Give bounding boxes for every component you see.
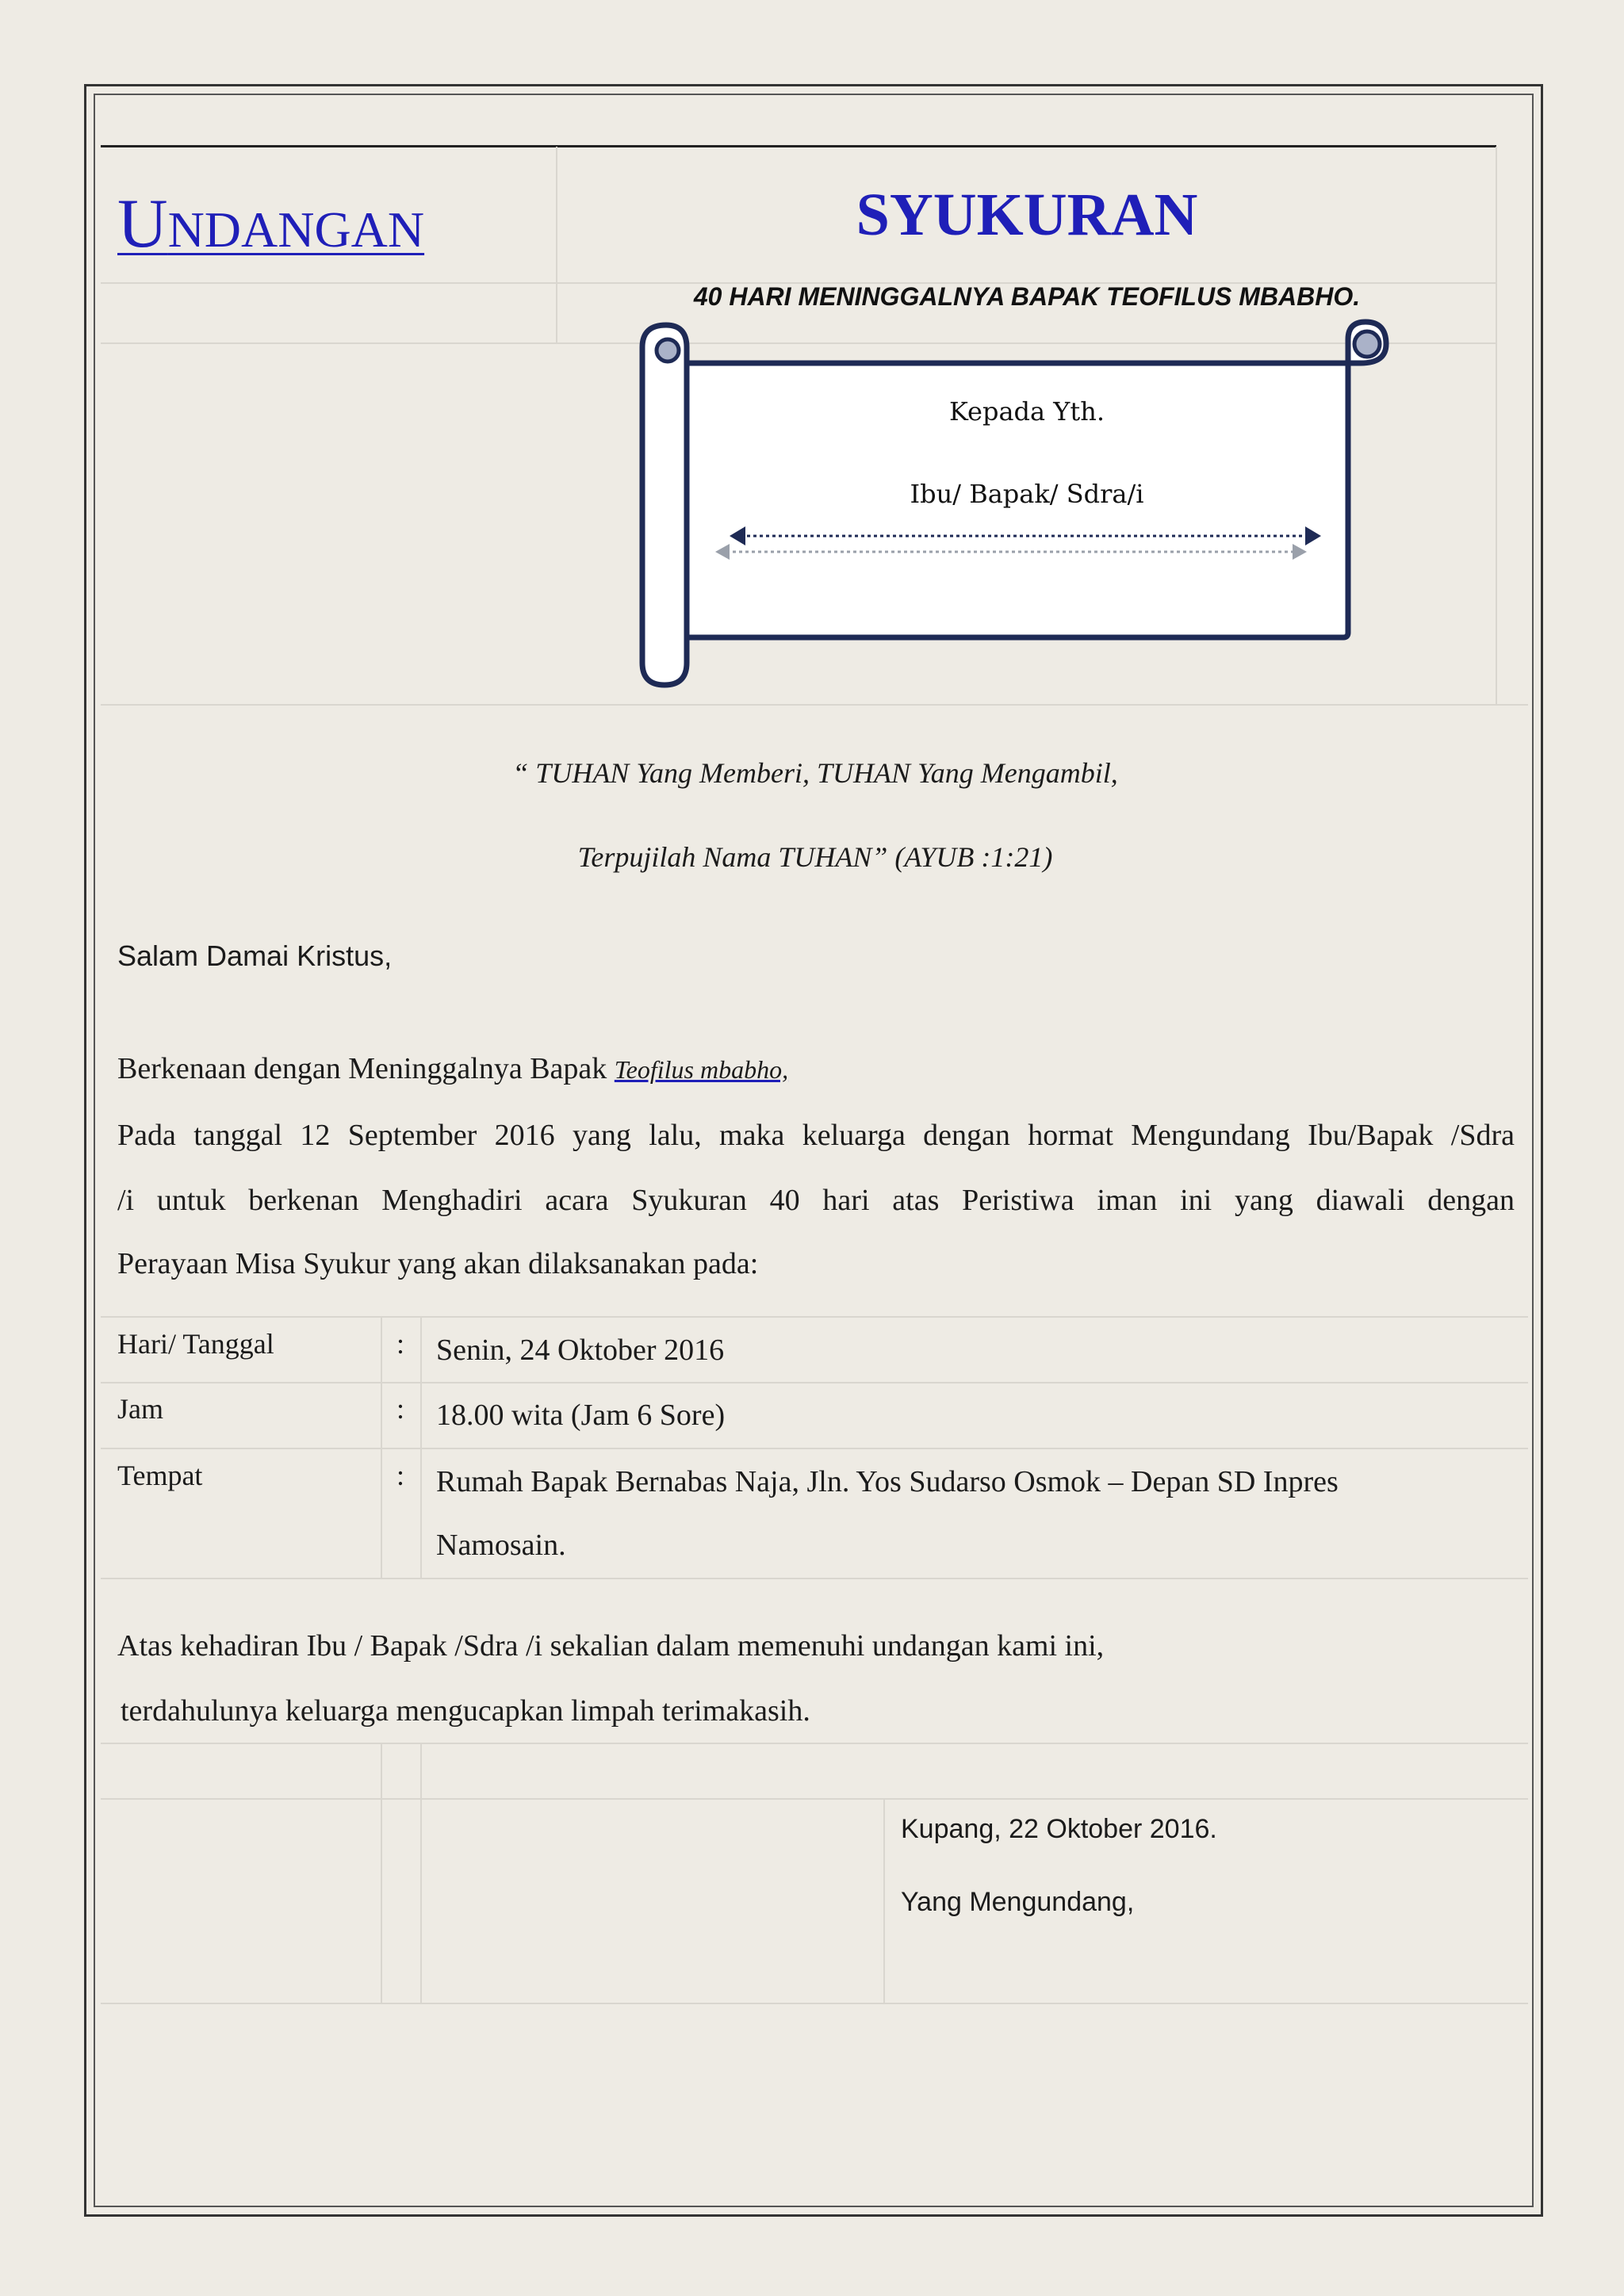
- verse-line-1: “ TUHAN Yang Memberi, TUHAN Yang Mengambil,: [512, 757, 1118, 789]
- body-line-4: Perayaan Misa Syukur yang akan dilaksanakan pada:: [117, 1247, 759, 1280]
- place-date: Kupang, 22 Oktober 2016.: [901, 1814, 1217, 1844]
- grid-line: [101, 1578, 1528, 1579]
- grid-line: [101, 704, 1528, 706]
- verse-line-2: Terpujilah Nama TUHAN” (AYUB :1:21): [577, 841, 1053, 873]
- colon: :: [396, 1328, 405, 1360]
- inviter: Yang Mengundang,: [901, 1887, 1135, 1917]
- grid-line: [101, 1743, 1528, 1744]
- grid-line: [101, 1448, 1528, 1449]
- event-subtitle: 40 HARI MENINGGALNYA BAPAK TEOFILUS MBABHO.: [693, 282, 1361, 311]
- addressee-heading: Kepada Yth.: [948, 396, 1105, 427]
- event-title: SYUKURAN: [856, 182, 1198, 248]
- colon: :: [396, 1460, 405, 1491]
- body-line-1: Berkenaan dengan Meninggalnya Bapak Teofilus mbabho,: [117, 1052, 789, 1085]
- header-rule: [101, 145, 1496, 147]
- closing-line-1: Atas kehadiran Ibu / Bapak /Sdra /i sekalian dalam memenuhi undangan kami ini,: [117, 1629, 1105, 1663]
- invitation-title: UNDANGAN: [117, 186, 425, 262]
- colon: :: [396, 1393, 405, 1425]
- event-value-time: 18.00 wita (Jam 6 Sore): [436, 1399, 726, 1432]
- grid-line: [381, 1316, 382, 1578]
- event-value-place: Rumah Bapak Bernabas Naja, Jln. Yos Sudarso Osmok – Depan SD Inpres: [436, 1465, 1339, 1498]
- grid-line: [381, 1743, 382, 2003]
- addressee-name: Ibu/ Bapak/ Sdra/i: [910, 479, 1144, 509]
- event-label-place: Tempat: [117, 1460, 203, 1491]
- grid-line: [101, 2003, 1528, 2004]
- event-value-date: Senin, 24 Oktober 2016: [436, 1334, 725, 1367]
- body-line-3: /i untuk berkenan Menghadiri acara Syukuran 40 hari atas Peristiwa iman ini yang diawali dengan: [117, 1184, 1515, 1217]
- greeting: Salam Damai Kristus,: [117, 939, 393, 972]
- deceased-name: Teofilus mbabho,: [614, 1055, 789, 1084]
- grid-line: [420, 1316, 422, 1578]
- body-line-2: Pada tanggal 12 September 2016 yang lalu, maka keluarga dengan hormat Mengundang Ibu/Bapak /Sdra: [117, 1119, 1515, 1152]
- grid-line: [101, 1798, 1528, 1800]
- grid-line: [420, 1743, 422, 2003]
- event-label-time: Jam: [117, 1393, 163, 1425]
- event-value-place-line-2: Namosain.: [436, 1529, 566, 1562]
- event-label-date: Hari/ Tanggal: [117, 1328, 274, 1360]
- grid-line: [883, 1798, 885, 2003]
- closing-line-2: terdahulunya keluarga mengucapkan limpah terimakasih.: [121, 1694, 810, 1728]
- grid-line: [101, 1316, 1528, 1318]
